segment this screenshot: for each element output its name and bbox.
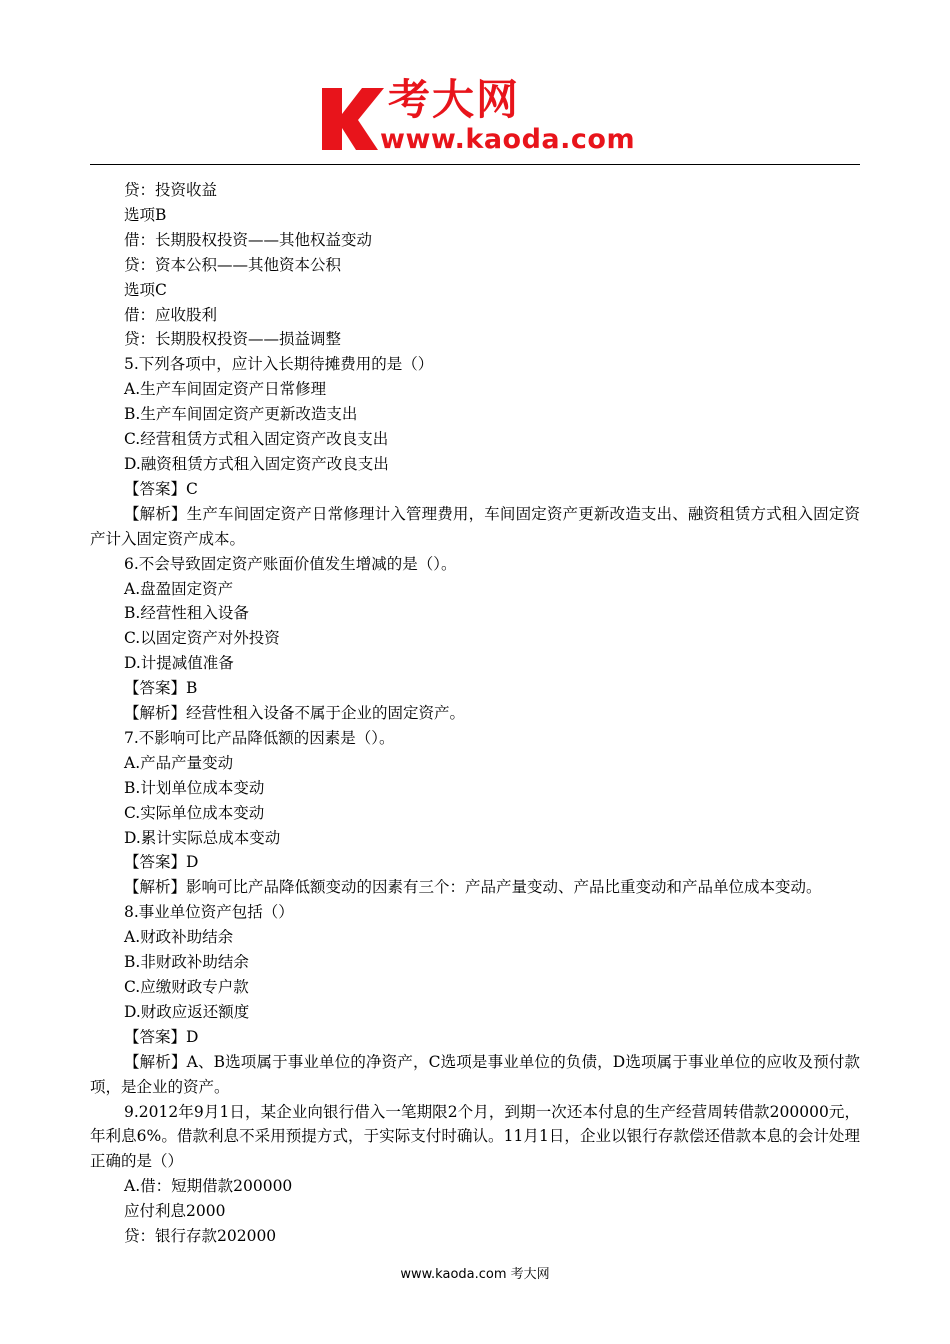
text-line: C.实际单位成本变动	[124, 803, 265, 822]
text-line: 6.不会导致固定资产账面价值发生增减的是（）。	[124, 554, 457, 573]
text-line: D.计提减值准备	[124, 654, 234, 673]
text-line: 贷：银行存款202000	[124, 1227, 277, 1246]
logo-url-text: www.kaoda.com	[380, 124, 636, 155]
text-line: D.累计实际总成本变动	[124, 828, 281, 847]
text-line: 贷：投资收益	[124, 181, 218, 199]
text-line: 【答案】B	[124, 679, 198, 698]
text-line: 5.下列各项中，应计入长期待摊费用的是（）	[124, 355, 434, 374]
text-paragraph: 【解析】A、B选项属于事业单位的净资产，C选项是事业单位的负债，D选项属于事业单位的应收及预付款项，是企业的资产。	[90, 1052, 860, 1096]
header-divider	[90, 164, 860, 165]
logo-chinese-text: 考大网	[388, 75, 521, 124]
text-line: 选项C	[124, 280, 167, 299]
document-body	[90, 178, 860, 1249]
text-line: B.经营性租入设备	[124, 604, 249, 623]
text-line: C.应缴财政专户款	[124, 978, 249, 996]
page-header	[90, 75, 860, 168]
text-line: B.非财政补助结余	[124, 953, 249, 972]
text-line: A.产品产量变动	[124, 753, 234, 772]
text-line: D.财政应返还额度	[124, 1002, 250, 1021]
text-line: B.计划单位成本变动	[124, 778, 265, 797]
page-footer: www.kaoda.com 考大网	[400, 1267, 550, 1282]
text-line: 【解析】影响可比产品降低额变动的因素有三个：产品产量变动、产品比重变动和产品单位成本变动。	[124, 878, 822, 897]
text-line: 【答案】C	[124, 479, 198, 498]
text-line: 贷：长期股权投资——损益调整	[124, 330, 342, 349]
text-line: 应付利息2000	[124, 1202, 226, 1221]
text-line: A.盘盈固定资产	[124, 579, 234, 598]
text-line: 【解析】经营性租入设备不属于企业的固定资产。	[124, 704, 466, 723]
text-line: A.财政补助结余	[124, 928, 234, 947]
text-line: 8.事业单位资产包括（）	[124, 903, 294, 922]
text-line: 贷：资本公积——其他资本公积	[124, 255, 342, 274]
text-line: A.借：短期借款200000	[124, 1177, 293, 1196]
text-line: 【答案】D	[124, 853, 199, 872]
text-paragraph: 【解析】生产车间固定资产日常修理计入管理费用，车间固定资产更新改造支出、融资租赁方式租入固定资产计入固定资产成本。	[90, 504, 860, 548]
text-paragraph: 9.2012年9月1日，某企业向银行借入一笔期限2个月，到期一次还本付息的生产经营周转借款200000元，年利息6%。借款利息不采用预提方式，于实际支付时确认。11月1日，企业以银行存款偿还借款本息的会计处理正确的是（）	[90, 1102, 860, 1171]
kaoda-logo[interactable]	[318, 75, 648, 162]
text-line: C.以固定资产对外投资	[124, 629, 280, 648]
text-line: 借：应收股利	[124, 305, 218, 324]
k-logo-icon	[318, 84, 386, 154]
text-line: A.生产车间固定资产日常修理	[124, 380, 327, 399]
text-line: 选项B	[124, 205, 167, 224]
text-line: D.融资租赁方式租入固定资产改良支出	[124, 454, 389, 473]
text-line: 7.不影响可比产品降低额的因素是（）。	[124, 728, 395, 747]
text-line: 借：长期股权投资——其他权益变动	[124, 230, 373, 249]
text-line: B.生产车间固定资产更新改造支出	[124, 405, 358, 424]
text-line: C.经营租赁方式租入固定资产改良支出	[124, 430, 389, 449]
text-line: 【答案】D	[124, 1027, 199, 1046]
